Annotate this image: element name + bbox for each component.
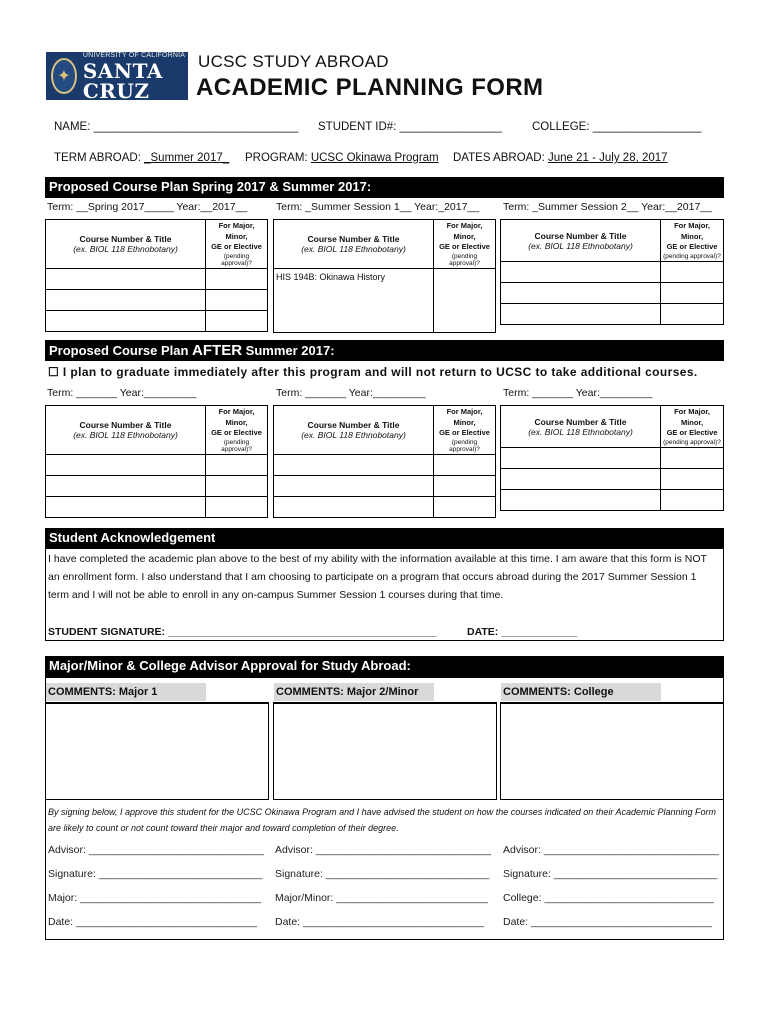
course-cell[interactable]: [501, 283, 661, 304]
date-field[interactable]: Date: _______________________________: [275, 916, 485, 928]
college-field[interactable]: COLLEGE: _________________: [532, 121, 702, 133]
course-cell[interactable]: [46, 268, 206, 289]
major-cell[interactable]: [206, 454, 268, 475]
plan2-term-2[interactable]: Term: _______ Year:_________: [276, 387, 426, 399]
major-cell[interactable]: [434, 475, 496, 496]
col-major-header: For Major, Minor, GE or Elective (pending approval)?: [434, 220, 496, 269]
signature-field[interactable]: Signature: ____________________________: [275, 868, 490, 880]
plan2-table-3: [500, 405, 724, 511]
program-value[interactable]: UCSC Okinawa Program: [310, 152, 439, 164]
approval-note: By signing below, I approve this student for the UCSC Okinawa Program and I have advised the student on how the courses indicated on their Academic Planning Form are likely to count or not count toward their major and toward completion of their degree.: [48, 807, 717, 833]
term-abroad-value[interactable]: _Summer 2017_: [144, 152, 230, 164]
major-cell[interactable]: [661, 448, 724, 469]
approval-heading: Major/Minor & College Advisor Approval for Study Abroad:: [45, 656, 724, 678]
name-field[interactable]: NAME: ________________________________: [54, 121, 299, 133]
seal-icon: ✦: [51, 58, 77, 94]
course-cell[interactable]: [46, 475, 206, 496]
course-cell[interactable]: [501, 490, 661, 511]
student-signature-field[interactable]: STUDENT SIGNATURE: ______________________________________________: [48, 626, 437, 638]
major-cell[interactable]: [206, 310, 268, 331]
course-cell[interactable]: [274, 454, 434, 475]
course-cell[interactable]: [46, 496, 206, 517]
signature-field[interactable]: Signature: ____________________________: [48, 868, 263, 880]
dates-value[interactable]: June 21 - July 28, 2017: [548, 152, 668, 164]
major-cell[interactable]: [206, 475, 268, 496]
program-row: [245, 152, 439, 164]
course-cell[interactable]: HIS 194B: Okinawa History: [274, 268, 434, 332]
major-cell[interactable]: [206, 496, 268, 517]
plan1-heading: Proposed Course Plan Spring 2017 & Summer 2017:: [45, 177, 724, 198]
plan1-term-2[interactable]: Term: _Summer Session 1__ Year:_2017__: [276, 201, 480, 213]
major-cell[interactable]: [661, 304, 724, 325]
comments-major2-label: COMMENTS: Major 2/Minor: [274, 683, 434, 701]
comments-college-label: COMMENTS: College: [501, 683, 661, 701]
course-cell[interactable]: [46, 310, 206, 331]
col-course-header: Course Number & Title (ex. BIOL 118 Ethnobotany): [501, 220, 661, 262]
form-subtitle: UCSC STUDY ABROAD: [198, 52, 389, 71]
plan1-table-3: [500, 219, 724, 325]
logo-main-text: SANTA CRUZ: [82, 58, 163, 103]
comments-major1-box[interactable]: [46, 702, 269, 800]
plan1-term-1[interactable]: Term: __Spring 2017_____ Year:__2017__: [47, 201, 248, 213]
plan2-term-1[interactable]: Term: _______ Year:_________: [47, 387, 197, 399]
col-major-header: For Major, Minor, GE or Elective (pending approval)?: [434, 406, 496, 455]
major-cell[interactable]: [661, 262, 724, 283]
major-cell[interactable]: [661, 283, 724, 304]
major-cell[interactable]: [206, 268, 268, 289]
date-field[interactable]: Date: _______________________________: [503, 916, 713, 928]
major-cell[interactable]: [434, 268, 496, 332]
major-cell[interactable]: [661, 469, 724, 490]
course-cell[interactable]: [46, 289, 206, 310]
program-label: PROGRAM:: [245, 152, 311, 164]
comments-major2-box[interactable]: [273, 702, 497, 800]
college-advisor-field[interactable]: College: _____________________________: [503, 892, 714, 904]
course-cell[interactable]: [501, 469, 661, 490]
course-cell[interactable]: [274, 475, 434, 496]
major-cell[interactable]: [661, 490, 724, 511]
term-abroad-label: TERM ABROAD:: [54, 152, 145, 164]
course-cell[interactable]: [46, 454, 206, 475]
acknowledgement-heading: Student Acknowledgement: [45, 528, 724, 549]
term-abroad-row: [54, 152, 229, 164]
col-course-header: Course Number & Title (ex. BIOL 118 Ethnobotany): [46, 220, 206, 269]
logo-top-text: UNIVERSITY OF CALIFORNIA: [82, 51, 186, 59]
plan2-table-1: [45, 405, 268, 518]
plan1-table-1: [45, 219, 268, 332]
major-cell[interactable]: [206, 289, 268, 310]
ucsc-logo: [46, 51, 188, 103]
major-minor-field[interactable]: Major/Minor: __________________________: [275, 892, 489, 904]
col-major-header: For Major, Minor, GE or Elective (pending approval)?: [661, 220, 724, 262]
dates-label: DATES ABROAD:: [453, 152, 549, 164]
col-course-header: Course Number & Title (ex. BIOL 118 Ethnobotany): [274, 220, 434, 269]
plan1-table-2: [273, 219, 496, 333]
col-major-header: For Major, Minor, GE or Elective (pending approval)?: [661, 406, 724, 448]
col-major-header: For Major, Minor, GE or Elective (pending approval)?: [206, 220, 268, 269]
course-cell[interactable]: [501, 448, 661, 469]
comments-college-box[interactable]: [500, 702, 724, 800]
col-course-header: Course Number & Title (ex. BIOL 118 Ethnobotany): [501, 406, 661, 448]
plan2-table-2: [273, 405, 496, 518]
signature-date-field[interactable]: DATE: _____________: [467, 626, 578, 638]
graduate-checkbox[interactable]: ☐ I plan to graduate immediately after this program and will not return to UCSC to take additional courses.: [48, 365, 698, 379]
dates-row: [453, 152, 668, 164]
date-field[interactable]: Date: _______________________________: [48, 916, 258, 928]
advisor-field[interactable]: Advisor: ______________________________: [503, 844, 720, 856]
major-cell[interactable]: [434, 454, 496, 475]
plan2-heading: Proposed Course Plan AFTER Summer 2017:: [45, 340, 724, 361]
comments-major1-label: COMMENTS: Major 1: [46, 683, 206, 701]
acknowledgement-text: I have completed the academic plan above to the best of my ability with the information available at this time. I am aware that this form is NOT an enrollment form. I also understand that I am choosing to participate on a program that occurs abroad during the 2017 Summer Session 1 term and I will not be able to enroll in any on-campus Summer Session 1 courses during that time.: [48, 553, 707, 601]
plan2-term-3[interactable]: Term: _______ Year:_________: [503, 387, 653, 399]
advisor-field[interactable]: Advisor: ______________________________: [275, 844, 492, 856]
plan1-term-3[interactable]: Term: _Summer Session 2__ Year:__2017__: [503, 201, 712, 213]
course-cell[interactable]: [501, 304, 661, 325]
major-field[interactable]: Major: _______________________________: [48, 892, 262, 904]
col-major-header: For Major, Minor, GE or Elective (pending approval)?: [206, 406, 268, 455]
course-cell[interactable]: [501, 262, 661, 283]
advisor-field[interactable]: Advisor: ______________________________: [48, 844, 265, 856]
col-course-header: Course Number & Title (ex. BIOL 118 Ethnobotany): [274, 406, 434, 455]
col-course-header: Course Number & Title (ex. BIOL 118 Ethnobotany): [46, 406, 206, 455]
student-id-field[interactable]: STUDENT ID#: ________________: [318, 121, 502, 133]
course-cell[interactable]: [274, 496, 434, 517]
major-cell[interactable]: [434, 496, 496, 517]
form-title: ACADEMIC PLANNING FORM: [196, 74, 544, 101]
signature-field[interactable]: Signature: ____________________________: [503, 868, 718, 880]
